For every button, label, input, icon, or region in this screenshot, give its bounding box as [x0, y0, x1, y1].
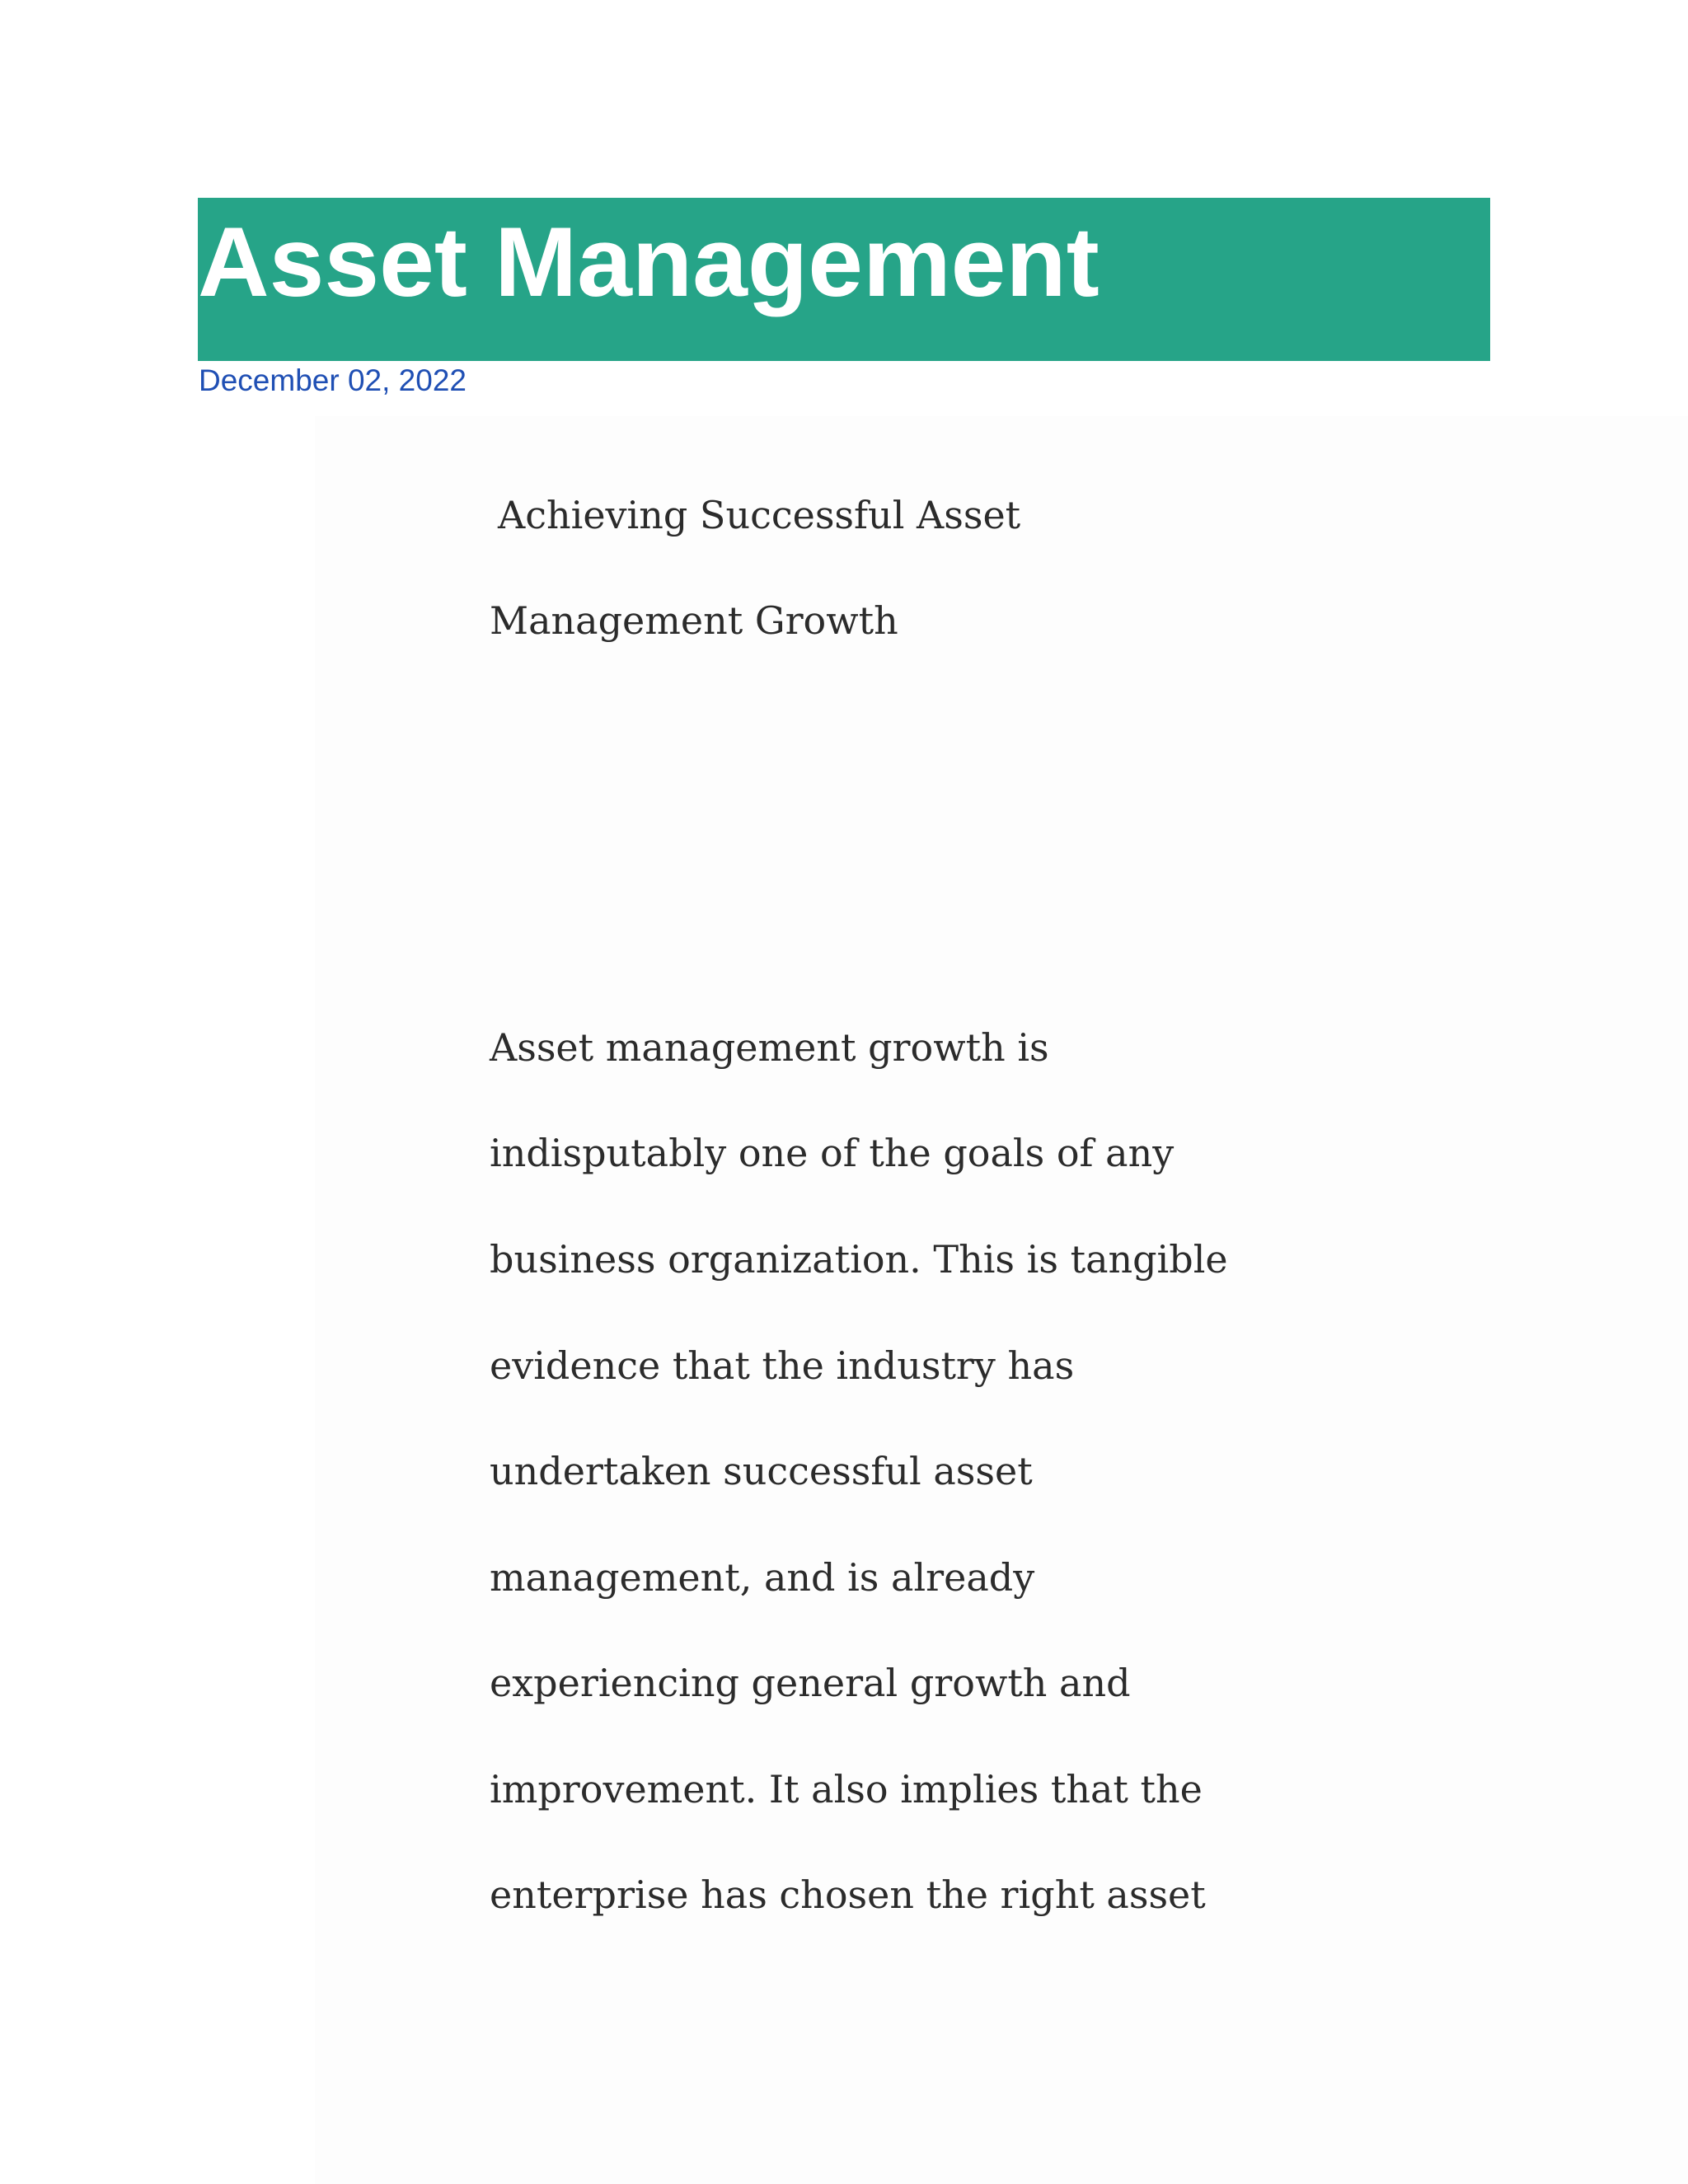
- article-heading-line-2: Management Growth: [490, 598, 898, 643]
- page-title: Asset Management: [198, 207, 1100, 317]
- body-line-6: management, and is already: [490, 1555, 1035, 1600]
- body-line-1: Asset management growth is: [490, 1025, 1049, 1070]
- body-line-9: enterprise has chosen the right asset: [490, 1872, 1206, 1917]
- body-line-2: indisputably one of the goals of any: [490, 1131, 1175, 1175]
- article-heading-line-1: Achieving Successful Asset: [498, 493, 1021, 537]
- body-line-8: improvement. It also implies that the: [490, 1767, 1203, 1811]
- body-line-5: undertaken successful asset: [490, 1449, 1033, 1493]
- body-line-4: evidence that the industry has: [490, 1343, 1075, 1388]
- body-line-3: business organization. This is tangible: [490, 1237, 1228, 1282]
- post-date: December 02, 2022: [199, 363, 467, 397]
- body-line-7: experiencing general growth and: [490, 1661, 1131, 1705]
